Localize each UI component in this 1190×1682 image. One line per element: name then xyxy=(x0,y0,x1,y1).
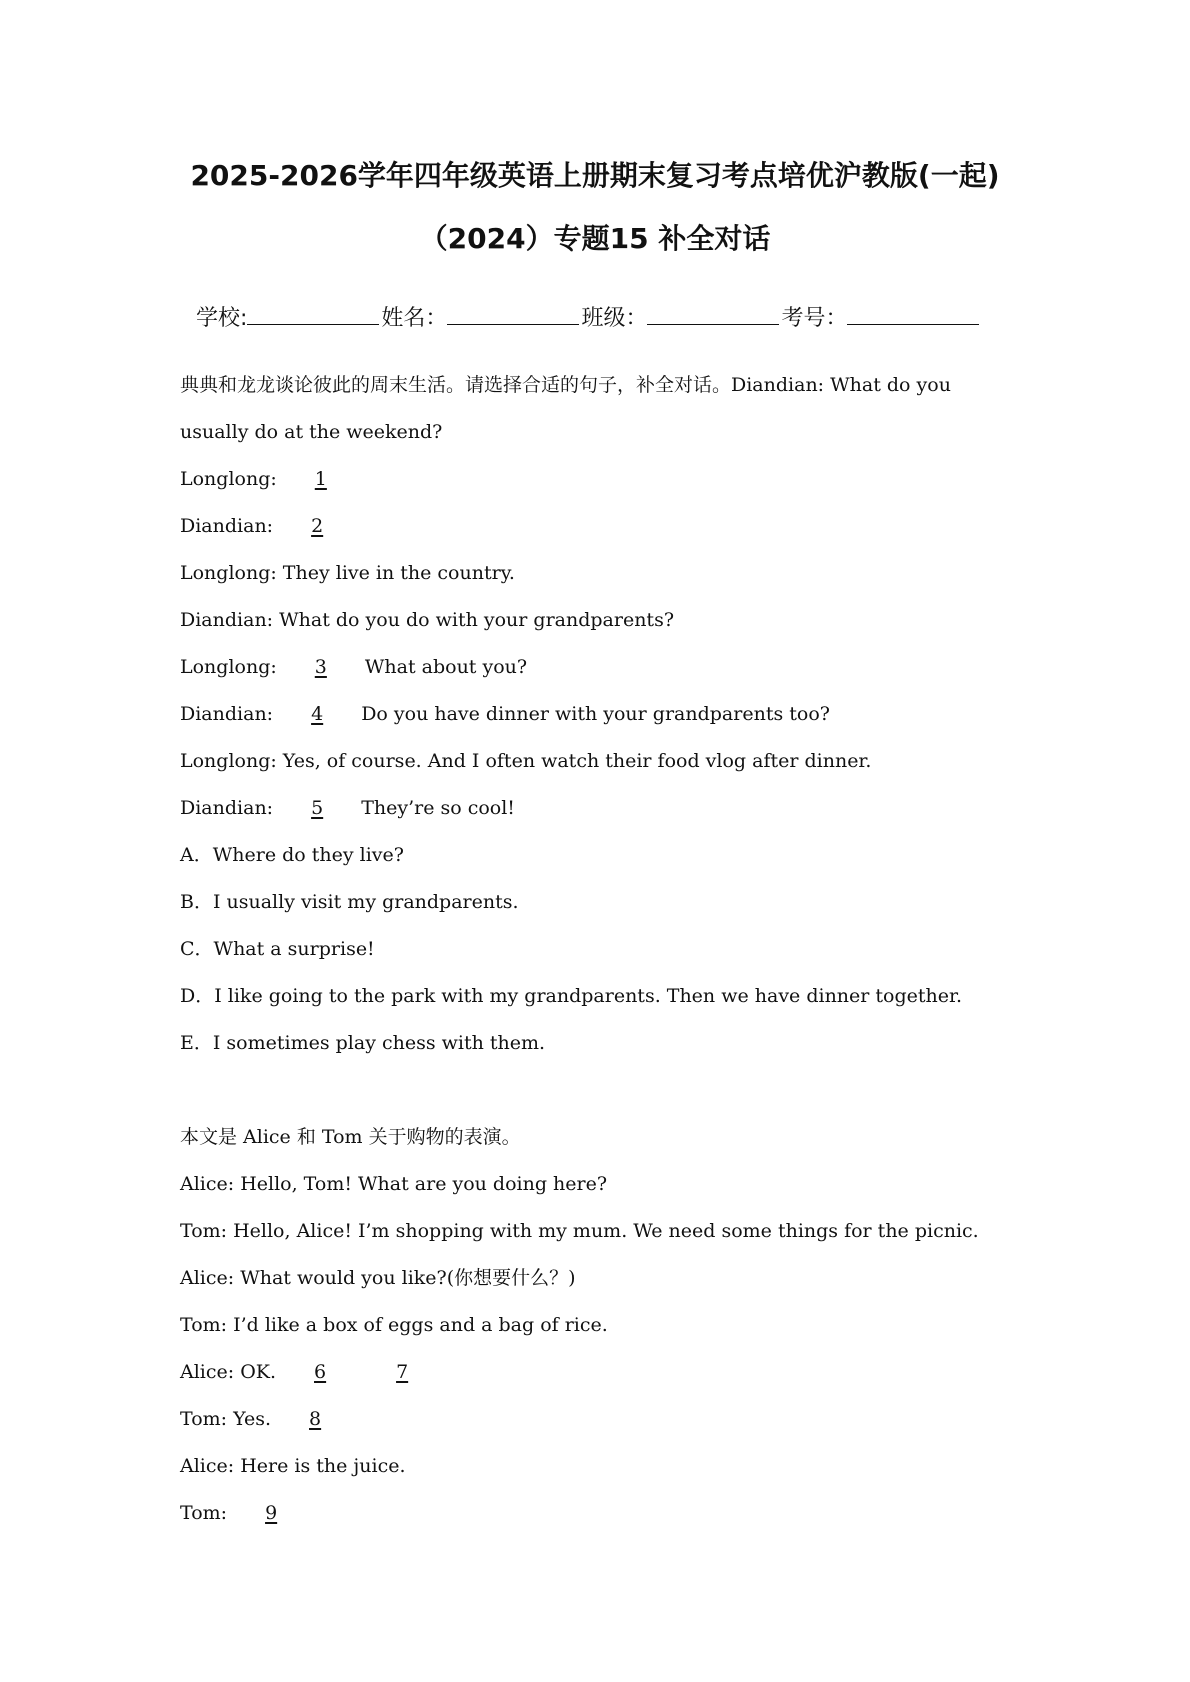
student-info-row xyxy=(196,300,1026,335)
answer-blank-3[interactable]: 3 xyxy=(314,656,327,678)
passage2-line-3: Alice: What would you like?(你想要什么？) xyxy=(180,1267,576,1289)
passage2-line-5 xyxy=(180,1358,1010,1386)
passage2-intro: 本文是 Alice 和 Tom 关于购物的表演。 xyxy=(180,1126,521,1148)
option-a: A．Where do they live? xyxy=(180,844,404,866)
dialogue-text: They’re so cool! xyxy=(361,797,515,819)
answer-blank-8[interactable]: 8 xyxy=(309,1408,322,1430)
option-b: B．I usually visit my grandparents. xyxy=(180,891,519,913)
passage2-line-6 xyxy=(180,1405,1010,1433)
speaker: Tom: xyxy=(180,1502,228,1524)
dialogue-text: Do you have dinner with your grandparents too? xyxy=(361,703,830,725)
answer-blank-2[interactable]: 2 xyxy=(311,515,324,537)
answer-blank-9[interactable]: 9 xyxy=(265,1502,278,1524)
dialogue-line-2 xyxy=(180,512,1010,540)
school-blank[interactable] xyxy=(247,300,379,325)
passage2-line-1: Alice: Hello, Tom! What are you doing here? xyxy=(180,1173,608,1195)
speaker: Diandian: xyxy=(180,797,274,819)
option-d: D．I like going to the park with my grandparents. Then we have dinner together. xyxy=(180,985,963,1007)
answer-blank-1[interactable]: 1 xyxy=(314,468,327,490)
answer-blank-6[interactable]: 6 xyxy=(314,1361,327,1383)
title-line-1: 2025-2026学年四年级英语上册期末复习考点培优沪教版(一起) xyxy=(190,159,1000,192)
answer-blank-7[interactable]: 7 xyxy=(396,1361,409,1383)
passage1-intro-line2: usually do at the weekend? xyxy=(180,421,443,443)
name-label: 姓名： xyxy=(381,306,448,331)
passage2-line-2: Tom: Hello, Alice! I’m shopping with my mum. We need some things for the picnic. xyxy=(180,1220,979,1242)
passage2-line-4: Tom: I’d like a box of eggs and a bag of rice. xyxy=(180,1314,608,1336)
dialogue-line-7: Longlong: Yes, of course. And I often watch their food vlog after dinner. xyxy=(180,750,872,772)
dialogue-line-4: Diandian: What do you do with your grandparents? xyxy=(180,609,674,631)
dialogue-line-1 xyxy=(180,465,1010,493)
dialogue-line-6 xyxy=(180,700,1010,728)
answer-blank-5[interactable]: 5 xyxy=(311,797,324,819)
speaker: Alice: OK. xyxy=(180,1361,277,1383)
speaker: Diandian: xyxy=(180,703,274,725)
class-blank[interactable] xyxy=(647,300,779,325)
class-label: 班级： xyxy=(581,306,648,331)
exam-no-blank[interactable] xyxy=(847,300,979,325)
speaker: Tom: Yes. xyxy=(180,1408,272,1430)
passage2-line-8 xyxy=(180,1499,1010,1527)
speaker: Diandian: xyxy=(180,515,274,537)
exam-no-label: 考号： xyxy=(781,306,848,331)
name-blank[interactable] xyxy=(447,300,579,325)
dialogue-line-5 xyxy=(180,653,1010,681)
passage2-line-7: Alice: Here is the juice. xyxy=(180,1455,406,1477)
dialogue-line-3: Longlong: They live in the country. xyxy=(180,562,515,584)
answer-blank-4[interactable]: 4 xyxy=(311,703,324,725)
option-e: E．I sometimes play chess with them. xyxy=(180,1032,546,1054)
school-label: 学校: xyxy=(196,306,248,331)
passage1-intro-line1: 典典和龙龙谈论彼此的周末生活。请选择合适的句子，补全对话。Diandian: What do you xyxy=(180,374,951,396)
dialogue-line-8 xyxy=(180,794,1010,822)
speaker: Longlong: xyxy=(180,468,277,490)
speaker: Longlong: xyxy=(180,656,277,678)
option-c: C．What a surprise! xyxy=(180,938,375,960)
title-line-2: （2024）专题15 补全对话 xyxy=(419,222,771,255)
dialogue-text: What about you? xyxy=(364,656,528,678)
